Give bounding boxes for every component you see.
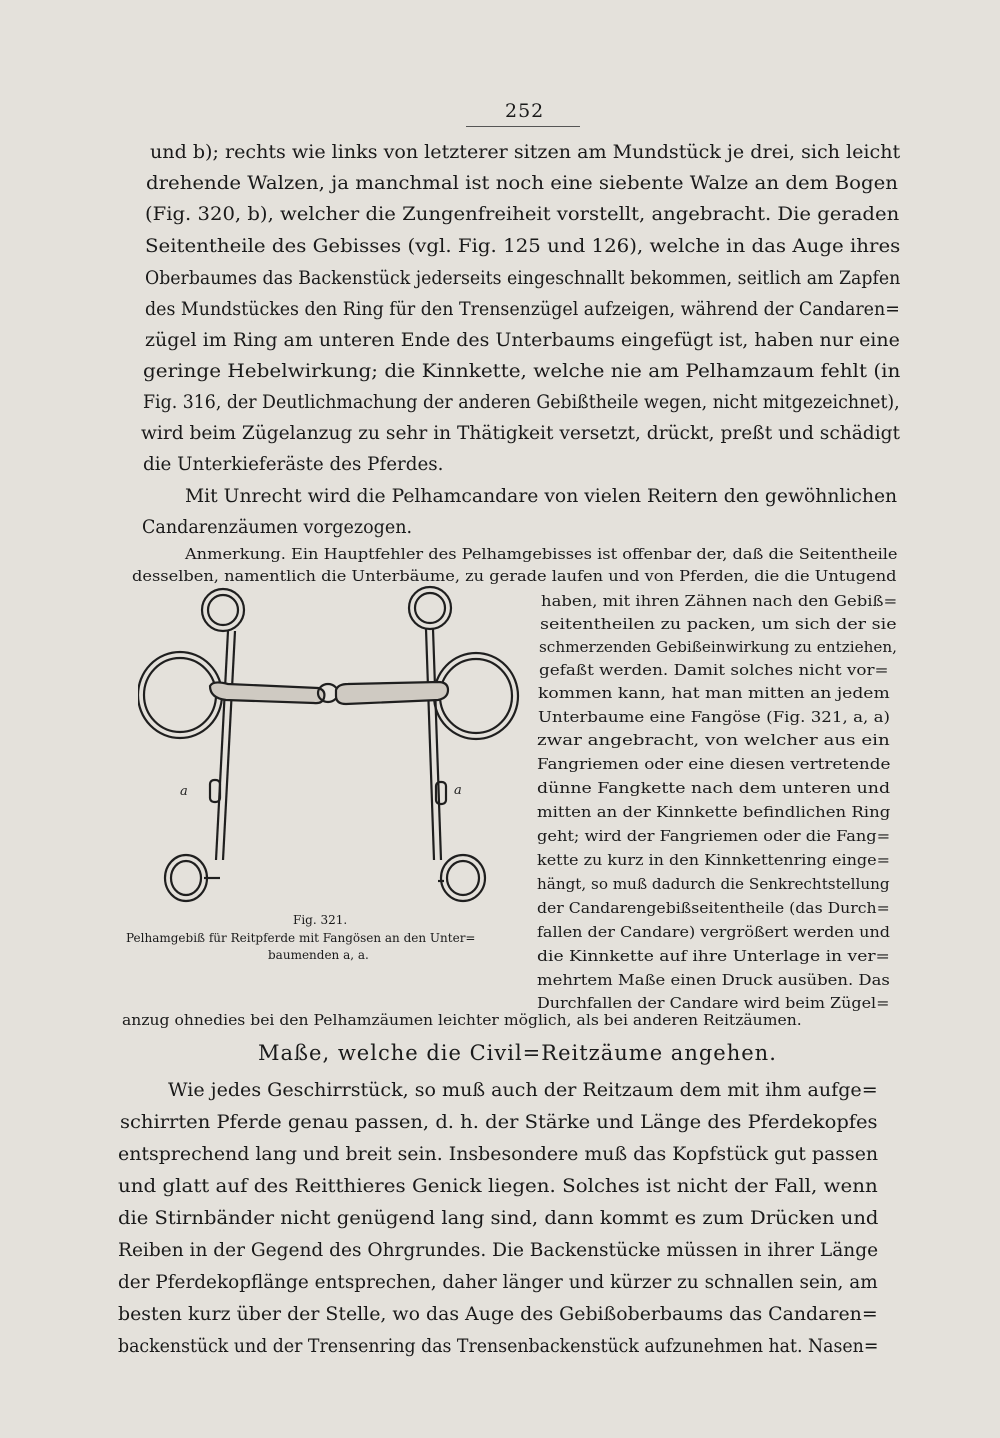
page-number: 252 (505, 100, 545, 122)
text-line: Reiben in der Gegend des Ohrgrundes. Die Backenstücke müssen in ihrer Länge (118, 1239, 879, 1261)
text-line: hängt, so muß dadurch die Senkrechtstellung (537, 875, 890, 893)
text-line: schirrten Pferde genau passen, d. h. der Stärke und Länge des Pferdekopfes (120, 1111, 878, 1133)
text-line: haben, mit ihren Zähnen nach den Gebiß= (541, 592, 898, 610)
text-line: Mit Unrecht wird die Pelhamcandare von vielen Reitern den gewöhnlichen (185, 485, 898, 507)
text-line: desselben, namentlich die Unterbäume, zu gerade laufen und von Pferden, die die Untugend (132, 567, 897, 585)
text-line: schmerzenden Gebißeinwirkung zu entziehen, (539, 638, 898, 656)
text-line: Seitentheile des Gebisses (vgl. Fig. 125 und 126), welche in das Auge ihres (145, 235, 901, 257)
text-line: kette zu kurz in den Kinnkettenring einge= (537, 851, 890, 869)
figure-caption-line: Pelhamgebiß für Reitpferde mit Fangösen an den Unter= (126, 931, 476, 945)
text-line: des Mundstückes den Ring für den Trensenzügel aufzeigen, während der Candaren= (145, 298, 900, 320)
text-line: geringe Hebelwirkung; die Kinnkette, welche nie am Pelhamzaum fehlt (in (143, 360, 901, 382)
figure-label-a-left: a (180, 784, 188, 799)
text-line: drehende Walzen, ja manchmal ist noch eine siebente Walze an dem Bogen (146, 172, 898, 194)
text-line: anzug ohnedies bei den Pelhamzäumen leichter möglich, als bei anderen Reitzäumen. (122, 1011, 802, 1029)
pelham-bit-illustration (138, 580, 528, 910)
text-line: Candarenzäumen vorgezogen. (142, 516, 413, 538)
section-heading: Maße, welche die Civil=Reitzäume angehen. (258, 1041, 777, 1065)
text-line: Unterbaume eine Fangöse (Fig. 321, a, a) (538, 708, 891, 726)
text-line: Oberbaumes das Backenstück jederseits eingeschnallt bekommen, seitlich am Zapfen (145, 267, 901, 289)
text-line: zügel im Ring am unteren Ende des Unterbaums eingefügt ist, haben nur eine (145, 329, 900, 351)
text-line: kommen kann, hat man mitten an jedem (538, 684, 890, 702)
text-line: wird beim Zügelanzug zu sehr in Thätigkeit versetzt, drückt, preßt und schädigt (141, 422, 901, 444)
text-line: der Candarengebißseitentheile (das Durch= (537, 899, 890, 917)
text-line: mitten an der Kinnkette befindlichen Ring (537, 803, 891, 821)
header-rule (466, 126, 580, 127)
right-cheek-bar (426, 629, 434, 860)
figure-pelham-bit (138, 580, 528, 910)
text-line: dünne Fangkette nach dem unteren und (537, 779, 891, 797)
text-line: seitentheilen zu packen, um sich der sie (540, 615, 897, 633)
text-line: mehrtem Maße einen Druck ausüben. Das (537, 971, 890, 989)
text-line: Durchfallen der Candare wird beim Zügel= (537, 994, 890, 1012)
text-line: backenstück und der Trensenring das Trensenbackenstück aufzunehmen hat. Nasen= (118, 1335, 879, 1357)
text-line: gefaßt werden. Damit solches nicht vor= (539, 661, 889, 679)
text-line: die Kinnkette auf ihre Unterlage in ver= (537, 947, 890, 965)
text-line: Fig. 316, der Deutlichmachung der anderen Gebißtheile wegen, nicht mitgezeichnet), (143, 391, 900, 413)
text-line: der Pferdekopflänge entsprechen, daher länger und kürzer zu schnallen sein, am (118, 1271, 878, 1293)
text-line: Fangriemen oder eine diesen vertretende (537, 755, 891, 773)
mouthpiece-left (210, 682, 324, 703)
mouthpiece-right (336, 682, 448, 704)
text-line: die Stirnbänder nicht genügend lang sind, dann kommt es zum Drücken und (118, 1207, 879, 1229)
text-line: die Unterkieferäste des Pferdes. (143, 453, 444, 475)
text-line: und glatt auf des Reitthieres Genick liegen. Solches ist nicht der Fall, wenn (118, 1175, 878, 1197)
text-line: (Fig. 320, b), welcher die Zungenfreiheit vorstellt, angebracht. Die geraden (145, 203, 900, 225)
figure-caption-title: Fig. 321. (293, 913, 348, 927)
left-cheek-bar (216, 631, 228, 860)
text-line: entsprechend lang und breit sein. Insbesondere muß das Kopfstück gut passen (118, 1143, 879, 1165)
text-line: zwar angebracht, von welcher aus ein (537, 731, 890, 749)
text-line: geht; wird der Fangriemen oder die Fang= (537, 827, 891, 845)
figure-label-a-right: a (454, 783, 462, 798)
text-line: Anmerkung. Ein Hauptfehler des Pelhamgebisses ist offenbar der, daß die Seitentheile (185, 545, 898, 563)
text-line: fallen der Candare) vergrößert werden und (537, 923, 891, 941)
text-line: besten kurz über der Stelle, wo das Auge des Gebißoberbaums das Candaren= (118, 1303, 878, 1325)
text-line: und b); rechts wie links von letzterer sitzen am Mundstück je drei, sich leicht (150, 141, 901, 163)
left-bridoon-ring (138, 652, 222, 738)
text-line: Wie jedes Geschirrstück, so muß auch der Reitzaum dem mit ihm aufge= (168, 1079, 878, 1101)
figure-caption-line: baumenden a, a. (268, 948, 369, 962)
